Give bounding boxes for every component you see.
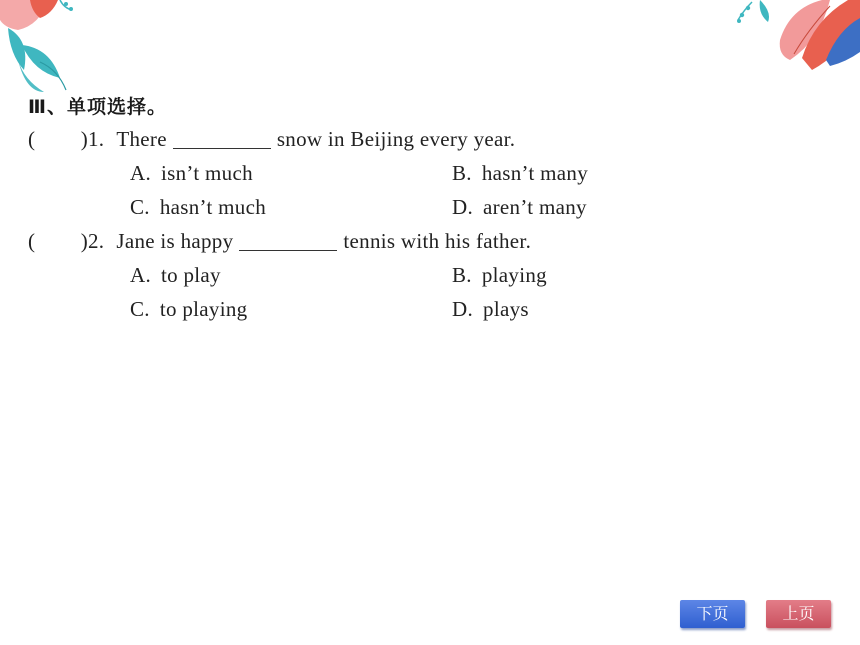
option-2c: C. to playing <box>130 297 248 321</box>
leaf-decoration-left-icon <box>0 0 90 100</box>
answer-paren: ( ) <box>28 229 88 253</box>
question-stem-after: snow in Beijing every year. <box>276 127 516 151</box>
question-number: 2. <box>88 229 105 253</box>
option-1c: C. hasn’t much <box>130 195 267 219</box>
leaf-decoration-right-icon <box>730 0 860 75</box>
question-1 <box>28 127 515 152</box>
option-1b: B. hasn’t many <box>452 161 589 185</box>
option-1a: A. isn’t much <box>130 161 253 185</box>
prev-page-button[interactable]: 上页 <box>766 600 831 628</box>
question-stem-after: tennis with his father. <box>343 229 532 253</box>
next-page-button[interactable]: 下页 <box>680 600 745 628</box>
question-stem-before: Jane is happy <box>116 229 234 253</box>
option-2d: D. plays <box>452 297 529 321</box>
section-title: Ⅲ、单项选择。 <box>28 96 167 118</box>
option-2a: A. to play <box>130 263 221 287</box>
answer-blank <box>239 232 337 251</box>
question-stem-before: There <box>116 127 167 151</box>
option-1d: D. aren’t many <box>452 195 587 219</box>
answer-paren: ( ) <box>28 127 88 151</box>
answer-blank <box>173 130 271 149</box>
question-2 <box>28 229 531 254</box>
option-2b: B. playing <box>452 263 547 287</box>
question-number: 1. <box>88 127 105 151</box>
